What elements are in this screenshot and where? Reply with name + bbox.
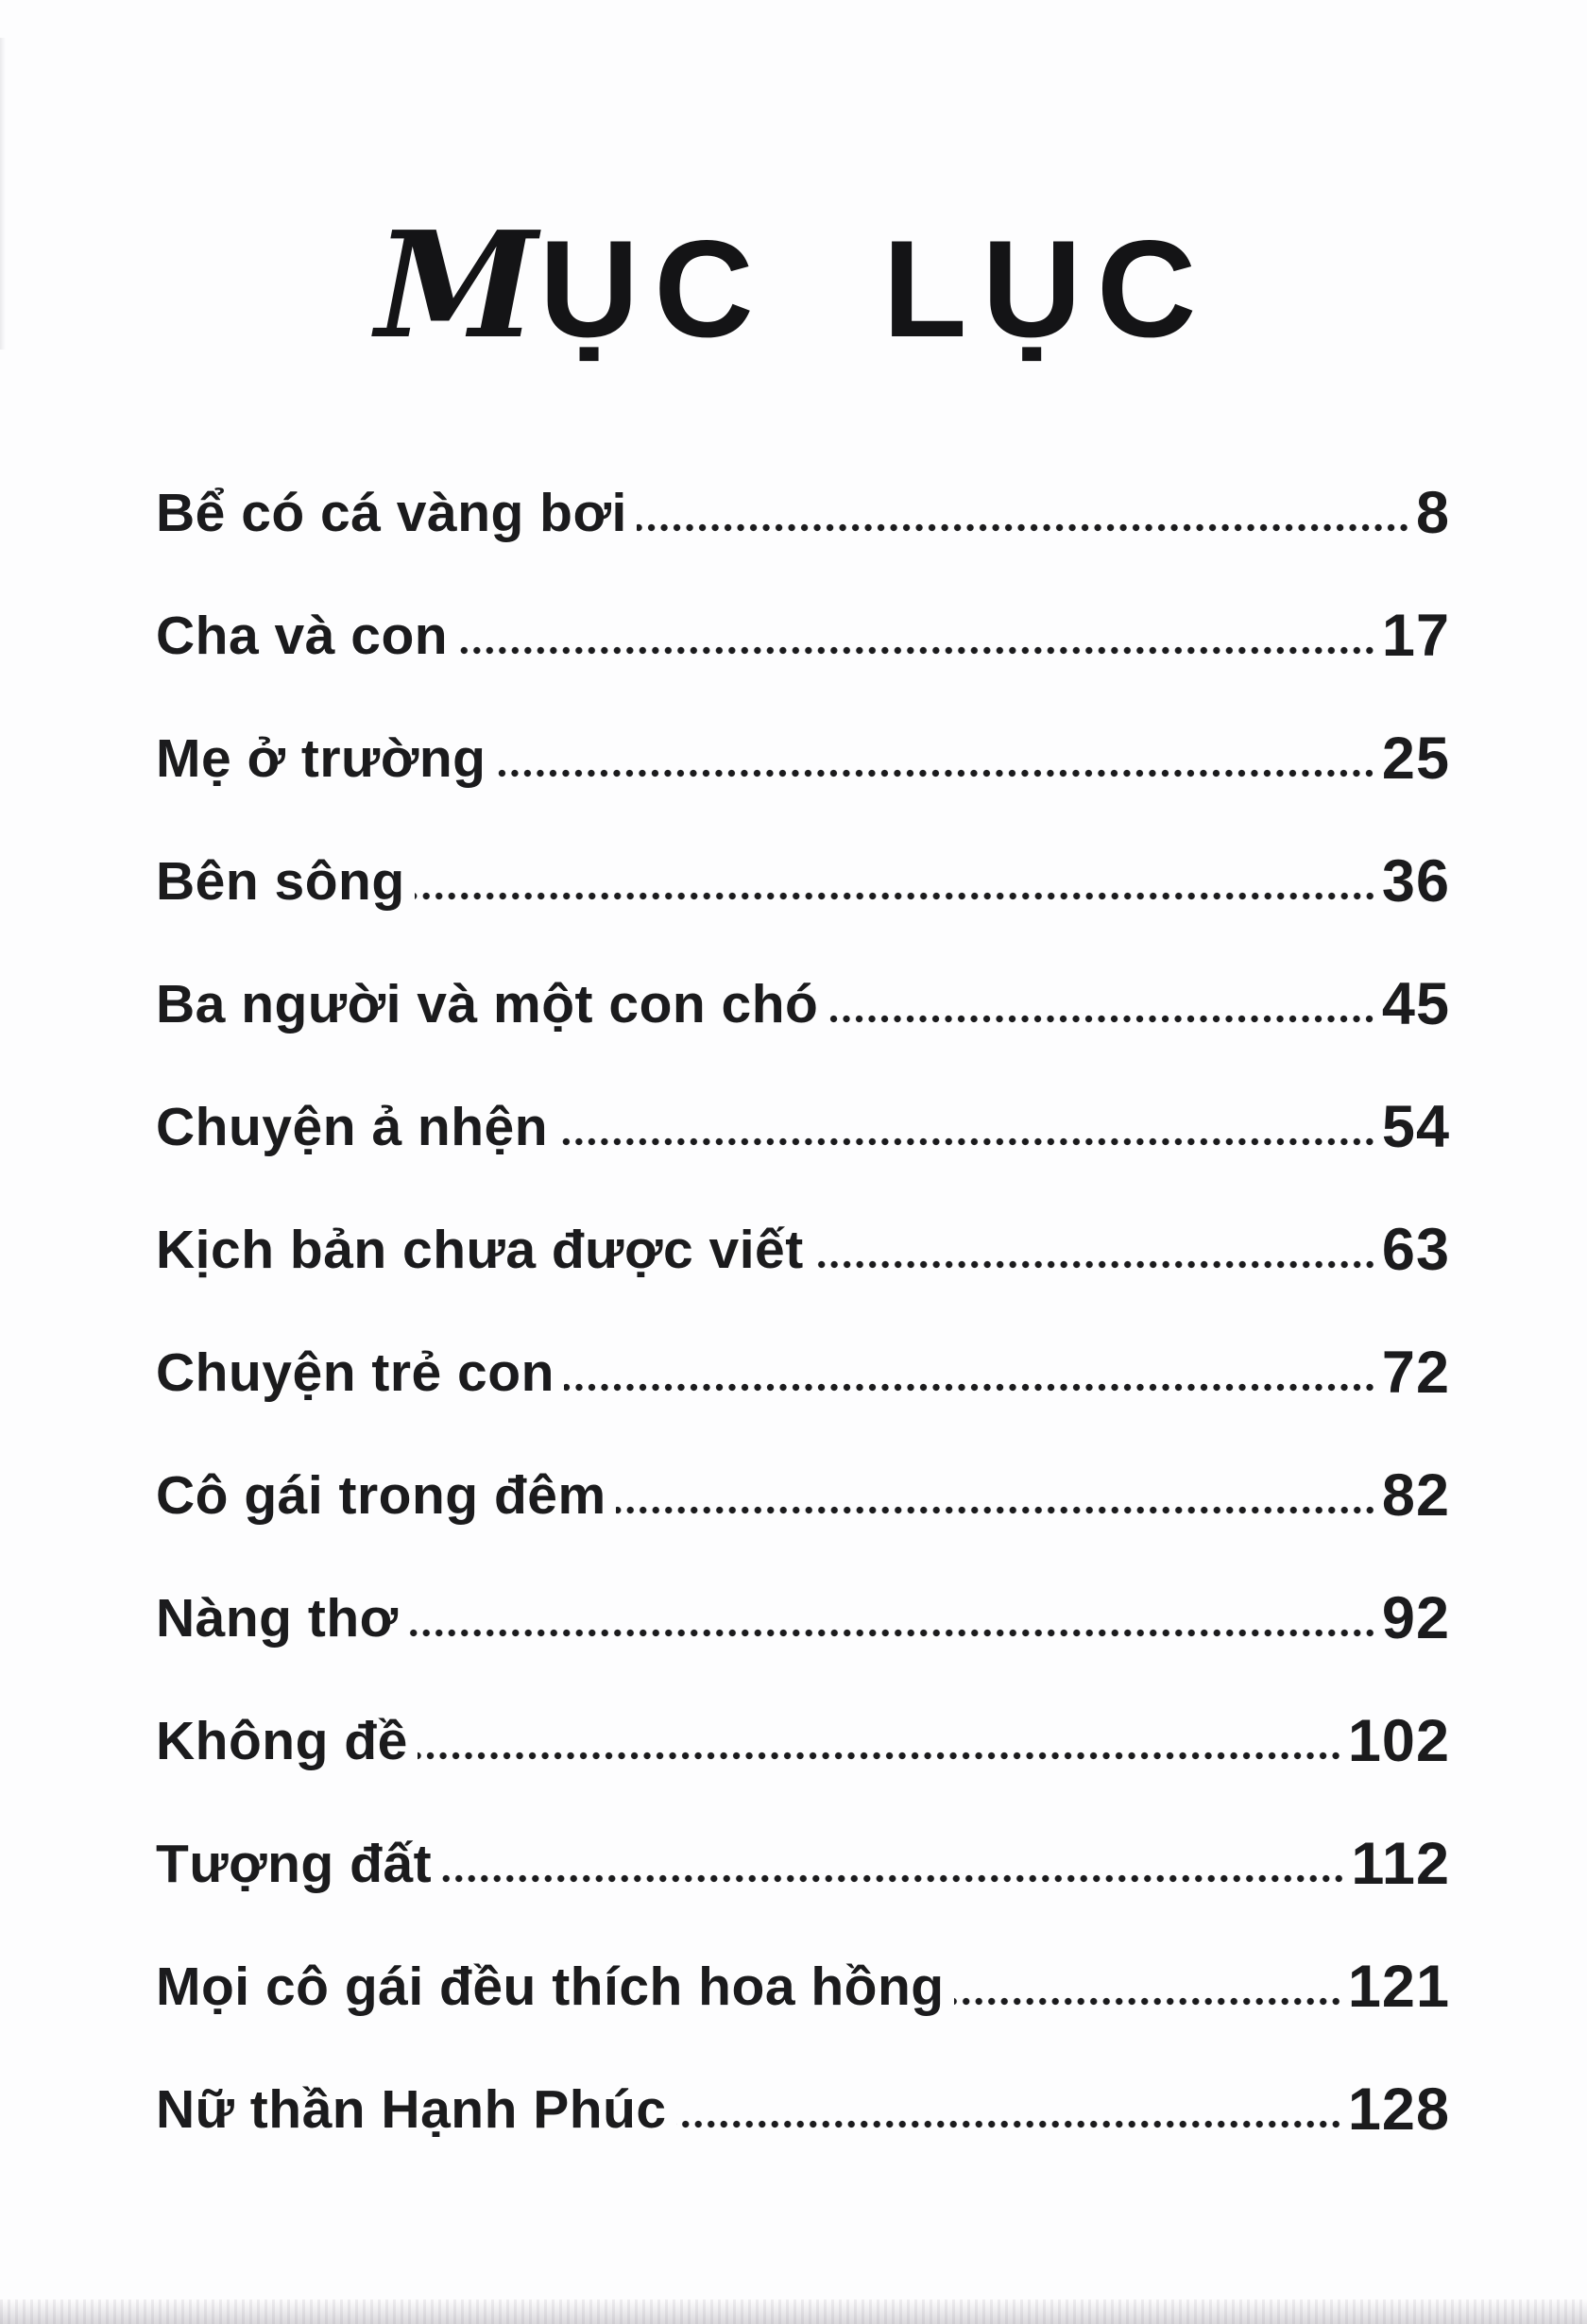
toc-entry-title: Mọi cô gái đều thích hoa hồng xyxy=(156,1957,945,2018)
page-title: MỤC LỤC xyxy=(375,200,1212,371)
toc-entry-title: Chuyện trẻ con xyxy=(156,1342,555,1404)
toc-entry-row xyxy=(156,1408,1450,1530)
dotted-leader xyxy=(457,646,1378,655)
toc-entry-page-number: 36 xyxy=(1381,847,1450,914)
scan-artifact-bottom xyxy=(0,2299,1587,2324)
dotted-leader xyxy=(557,1137,1378,1146)
toc-entry-row xyxy=(156,1530,1450,1653)
toc-entry-page-number: 54 xyxy=(1381,1093,1450,1160)
toc-entry-page-number: 102 xyxy=(1347,1707,1450,1774)
toc-entry-title: Tượng đất xyxy=(156,1834,433,1895)
scan-artifact-left xyxy=(0,38,6,350)
toc-entry-row xyxy=(156,794,1450,916)
toc-entry-page-number: 72 xyxy=(1381,1339,1450,1406)
toc-entry-row xyxy=(156,1039,1450,1162)
dotted-leader xyxy=(676,2120,1344,2128)
toc-entry-row xyxy=(156,548,1450,671)
dotted-leader xyxy=(637,523,1412,532)
dotted-leader xyxy=(418,1752,1344,1760)
dotted-leader xyxy=(616,1506,1378,1514)
toc-entry-row xyxy=(156,916,1450,1039)
toc-entry-title: Kịch bản chưa được viết xyxy=(156,1220,804,1281)
toc-entry-row xyxy=(156,1899,1450,2022)
toc-entry-row xyxy=(156,671,1450,794)
toc-entry-title: Cha và con xyxy=(156,606,449,667)
dotted-leader xyxy=(954,1997,1344,2006)
toc-entry-page-number: 45 xyxy=(1381,970,1450,1037)
toc-entry-page-number: 82 xyxy=(1381,1461,1450,1529)
dotted-leader xyxy=(441,1874,1347,1883)
toc-entry-row xyxy=(156,425,1450,548)
toc-entry-page-number: 25 xyxy=(1381,725,1450,792)
toc-entry-title: Bên sông xyxy=(156,851,405,913)
toc-entry-title: Nữ thần Hạnh Phúc xyxy=(156,2079,667,2141)
toc-entry-page-number: 121 xyxy=(1347,1953,1450,2020)
toc-entry-row xyxy=(156,1162,1450,1285)
toc-entry-row xyxy=(156,1285,1450,1408)
dotted-leader xyxy=(564,1383,1378,1392)
toc-entry-title: Mẹ ở trường xyxy=(156,728,486,790)
toc-entry-title: Nàng thơ xyxy=(156,1588,399,1649)
toc-entry-title: Không đề xyxy=(156,1711,408,1772)
dotted-leader xyxy=(495,769,1377,778)
toc-entry-row xyxy=(156,2022,1450,2145)
toc-entry-page-number: 63 xyxy=(1381,1216,1450,1283)
toc-list xyxy=(0,367,1587,2145)
dotted-leader xyxy=(415,892,1378,900)
dotted-leader xyxy=(408,1629,1378,1637)
toc-entry-page-number: 17 xyxy=(1381,602,1450,669)
toc-entry-page-number: 112 xyxy=(1351,1830,1450,1897)
dotted-leader xyxy=(828,1015,1378,1023)
toc-entry-title: Bể có cá vàng bơi xyxy=(156,483,627,544)
toc-entry-title: Ba người và một con chó xyxy=(156,974,819,1035)
toc-entry-page-number: 92 xyxy=(1381,1584,1450,1651)
toc-entry-row xyxy=(156,1776,1450,1899)
dotted-leader xyxy=(813,1260,1378,1269)
toc-entry-row xyxy=(156,1653,1450,1776)
toc-entry-title: Cô gái trong đêm xyxy=(156,1465,606,1527)
toc-entry-page-number: 8 xyxy=(1415,479,1450,546)
toc-entry-title: Chuyện ả nhện xyxy=(156,1097,549,1158)
toc-entry-page-number: 128 xyxy=(1347,2076,1450,2143)
